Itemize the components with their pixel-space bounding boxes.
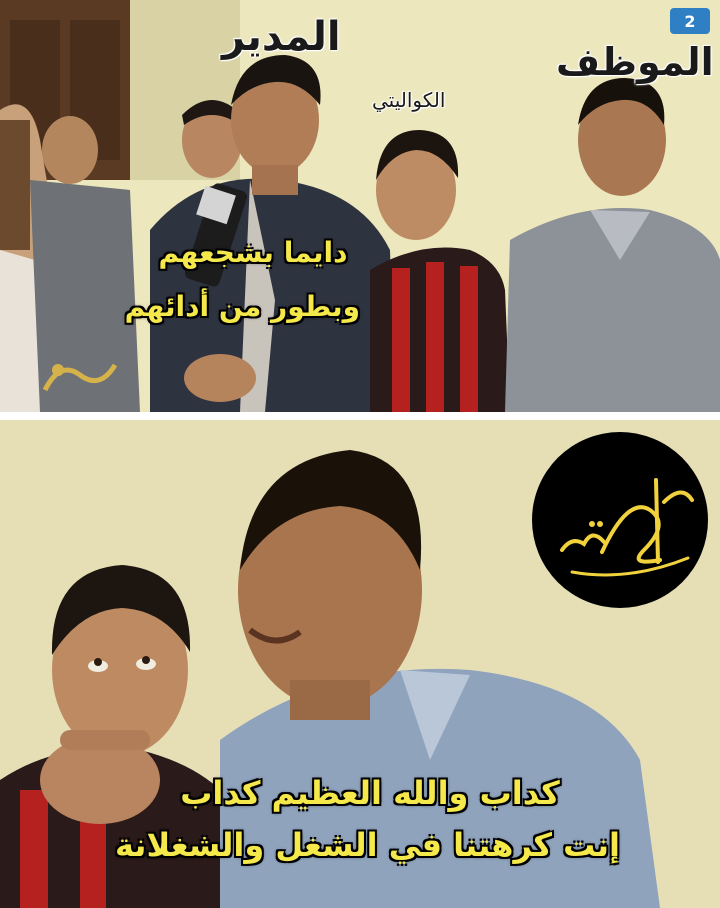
manager-label: المدير bbox=[222, 14, 341, 60]
bottom-panel bbox=[0, 420, 720, 908]
channel-watermark-icon bbox=[40, 350, 120, 400]
signature-watermark-icon bbox=[532, 432, 708, 608]
bottom-caption-line-1: كداب والله العظيم كداب bbox=[180, 774, 560, 812]
employee-label: الموظف bbox=[556, 40, 714, 84]
top-caption-line-2: وبطور من أدائهم bbox=[124, 290, 360, 323]
tv-channel-logo-icon bbox=[670, 8, 710, 34]
panel-divider bbox=[0, 412, 720, 420]
signature-badge bbox=[532, 432, 708, 608]
top-panel bbox=[0, 0, 720, 412]
top-caption-line-1: دايما بشجعهم bbox=[158, 236, 348, 269]
quality-label: الكواليتي bbox=[372, 88, 446, 112]
svg-text:2: 2 bbox=[684, 12, 696, 31]
bottom-caption-line-2: إنت كرهتنا في الشغل والشغلانة bbox=[115, 826, 620, 864]
